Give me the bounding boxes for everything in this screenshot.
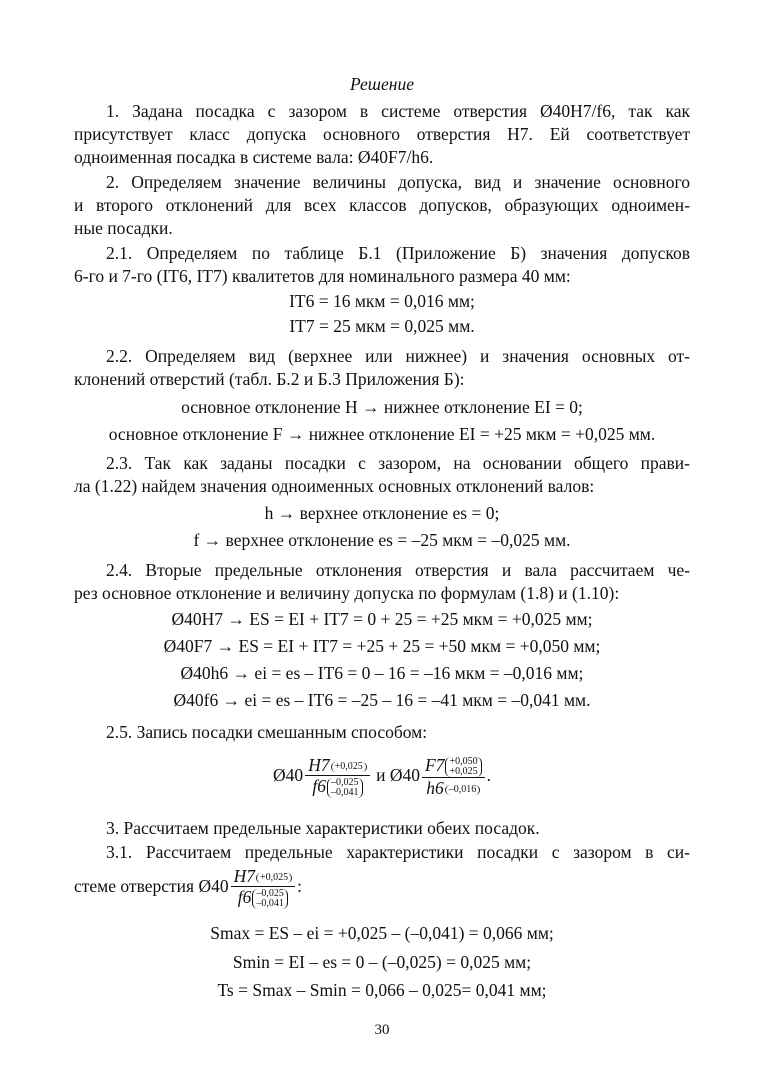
para-22-line-1: 2.2. Определяем вид (верхнее или нижнее) и значения основных от- bbox=[106, 346, 690, 366]
fit-fraction-inline: H7 +0,025 f6 –0,025 –0,041 bbox=[231, 866, 296, 909]
para-1-line-1: 1. Задана посадка с зазором в системе отверстия Ø40H7/f6, так как bbox=[106, 101, 690, 121]
fit2-diameter: Ø40 bbox=[389, 765, 420, 785]
para-1-line-2: присутствует класс допуска основного отверстия H7. Ей соответствует bbox=[74, 124, 690, 144]
section-title: Решение bbox=[349, 74, 414, 94]
page-number: 30 bbox=[374, 1022, 390, 1038]
formula-smax: Smax = ES – ei = +0,025 – (–0,041) = 0,066 мм; bbox=[210, 923, 554, 943]
para-21-line-2: 6-го и 7-го (IT6, IT7) квалитетов для номинального размера 40 мм: bbox=[74, 266, 571, 286]
formula-es-h7: Ø40H7 → ES = EI + IT7 = 0 + 25 = +25 мкм = +0,025 мм; bbox=[171, 609, 593, 629]
mixed-notation-formula: Ø40 H7 +0,025 f6 –0,025 –0,041 и Ø40 F7 +0,050 +0,025 h6 –0,016 . bbox=[273, 755, 491, 799]
fit1-fraction: H7 +0,025 f6 –0,025 –0,041 bbox=[305, 755, 370, 798]
para-23-line-1: 2.3. Так как заданы посадки с зазором, на основании общего прави- bbox=[106, 453, 690, 473]
formula-it6: IT6 = 16 мкм = 0,016 мм; bbox=[289, 291, 475, 311]
formula-it7: IT7 = 25 мкм = 0,025 мм. bbox=[289, 316, 475, 336]
conjunction: и bbox=[376, 765, 386, 785]
para-25: 2.5. Запись посадки смешанным способом: bbox=[106, 722, 428, 742]
formula-ei-h6: Ø40h6 → ei = es – IT6 = 0 – 16 = –16 мкм = –0,016 мм; bbox=[180, 663, 584, 683]
formula-hole-h: основное отклонение H → нижнее отклонение EI = 0; bbox=[181, 397, 583, 417]
para-2-line-1: 2. Определяем значение величины допуска, вид и значение основного bbox=[106, 172, 690, 192]
para-2-line-3: ные посадки. bbox=[74, 218, 173, 238]
formula-shaft-f: f → верхнее отклонение es = –25 мкм = –0,025 мм. bbox=[193, 530, 571, 550]
formula-hole-f: основное отклонение F → нижнее отклонение EI = +25 мкм = +0,025 мм. bbox=[108, 424, 656, 444]
para-31-line-2: стеме отверстия Ø40 H7 +0,025 f6 –0,025 –0,041 : bbox=[74, 866, 302, 910]
para-22-line-2: клонений отверстий (табл. Б.2 и Б.3 Приложения Б): bbox=[74, 369, 465, 389]
formula-es-f7: Ø40F7 → ES = EI + IT7 = +25 + 25 = +50 мкм = +0,050 мм; bbox=[163, 636, 601, 656]
para-3: 3. Рассчитаем предельные характеристики обеих посадок. bbox=[106, 818, 540, 838]
fit2-fraction: F7 +0,050 +0,025 h6 –0,016 bbox=[422, 755, 485, 798]
para-23-line-2: ла (1.22) найдем значения одноименных основных отклонений валов: bbox=[74, 476, 595, 496]
fit1-diameter: Ø40 bbox=[273, 765, 304, 785]
para-21-line-1: 2.1. Определяем по таблице Б.1 (Приложение Б) значения допусков bbox=[106, 243, 690, 263]
formula-shaft-h: h → верхнее отклонение es = 0; bbox=[264, 503, 500, 523]
para-24-line-2: рез основное отклонение и величину допуска по формулам (1.8) и (1.10): bbox=[74, 583, 620, 603]
para-31-line-1: 3.1. Рассчитаем предельные характеристики посадки с зазором в си- bbox=[106, 842, 690, 862]
formula-ts: Ts = Smax – Smin = 0,066 – 0,025= 0,041 мм; bbox=[217, 980, 547, 1000]
para-2-line-2: и второго отклонений для всех классов допусков, образующих одноимен- bbox=[74, 195, 690, 215]
para-1-line-3: одноименная посадка в системе вала: Ø40F7/h6. bbox=[74, 147, 434, 167]
formula-smin: Smin = EI – es = 0 – (–0,025) = 0,025 мм; bbox=[232, 952, 532, 972]
para-24-line-1: 2.4. Вторые предельные отклонения отверстия и вала рассчитаем че- bbox=[106, 560, 690, 580]
formula-ei-f6: Ø40f6 → ei = es – IT6 = –25 – 16 = –41 мкм = –0,041 мм. bbox=[173, 690, 591, 710]
